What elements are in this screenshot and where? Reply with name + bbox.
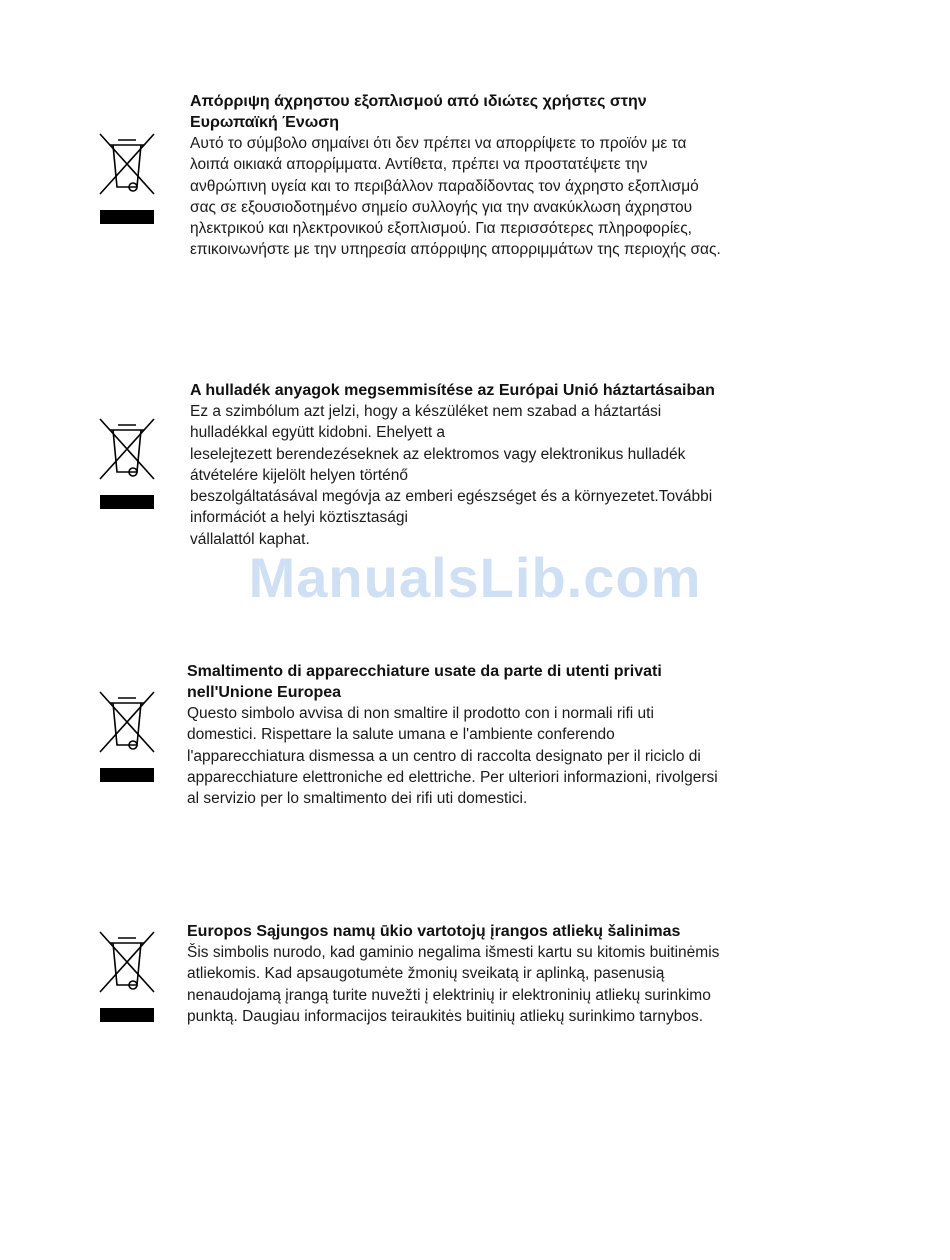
crossed-bin-graphic (96, 415, 158, 485)
section-title: Europos Sąjungos namų ūkio vartotojų įrangos atliekų šalinimas (187, 923, 681, 940)
section-title: Απόρριψη άχρηστου εξοπλισμού από ιδιώτες χρήστες στην Ευρωπαϊκή Ένωση (190, 93, 647, 131)
weee-crossed-bin-icon (96, 928, 158, 1024)
section-title: Smaltimento di apparecchiature usate da parte di utenti privati nell'Unione Europea (187, 663, 662, 701)
crossed-bin-graphic (96, 928, 158, 998)
section-body: Šis simbolis nurodo, kad gaminio negalima išmesti kartu su kitomis buitinėmis atliekomis. Kad apsaugotumėte žmonių sveikatą ir aplinką, pasenusią nenaudojamą įrangą turite nuvežti į elektrinių ir elektroninių atliekų surinkimo punktą. Daugiau informacijos teiraukitės buitinių atliekų surinkimo tarnybos. (187, 944, 720, 1025)
section-body: Αυτό το σύμβολο σημαίνει ότι δεν πρέπει να απορρίψετε το προϊόν με τα λοιπά οικιακά απορρίμματα. Αντίθετα, πρέπει να προστατέψετε την ανθρώπινη υγεία και το περιβάλλον παραδίδοντας τον άχρηστο εξοπλισμό σας σε εξουσιοδοτημένο σημείο συλλογής για την ανακύκλωση άχρηστου ηλεκτρικού και ηλεκτρονικού εξοπλισμού. Για περισσότερες πληροφορίες, επικοινωνήστε με την υπηρεσία απόρριψης απορριμμάτων της περιοχής σας. (190, 135, 721, 259)
weee-black-bar (100, 210, 154, 224)
section-body: Questo simbolo avvisa di non smaltire il prodotto con i normali rifi uti domestici. Rispettare la salute umana e l'ambiente conferendo l'apparecchiatura dismessa a un centro di raccolta designato per il riciclo di apparecchiature elettroniche ed elettriche. Per ulteriori informazioni, rivolgersi al servizio per lo smaltimento dei rifi uti domestici. (187, 705, 718, 808)
watermark: ManualsLib.com (248, 546, 702, 609)
weee-black-bar (100, 495, 154, 509)
weee-crossed-bin-icon (96, 415, 158, 511)
weee-crossed-bin-icon (96, 130, 158, 226)
section-body: Ez a szimbólum azt jelzi, hogy a készüléket nem szabad a háztartási hulladékkal együtt kidobni. Ehelyett a leselejtezett berendezéseknek az elektromos vagy elektronikus hulladék átvételére kijelölt helyen történő beszolgáltatásával megóvja az emberi egészséget és a környezetet.További információt a helyi köztisztasági vállalattól kaphat. (190, 403, 713, 548)
weee-black-bar (100, 1008, 154, 1022)
crossed-bin-graphic (96, 130, 158, 200)
weee-black-bar (100, 768, 154, 782)
weee-crossed-bin-icon (96, 688, 158, 784)
crossed-bin-graphic (96, 688, 158, 758)
section-title: A hulladék anyagok megsemmisítése az Európai Unió háztartásaiban (190, 382, 715, 399)
